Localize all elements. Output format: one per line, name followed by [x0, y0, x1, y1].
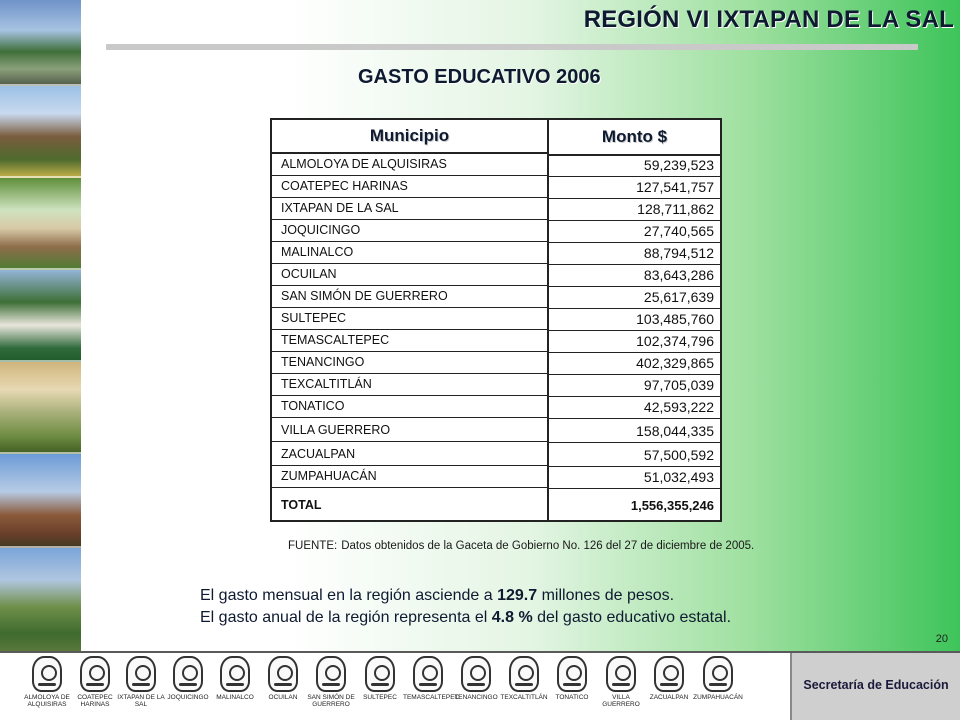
- glyph-label: IXTAPAN DE LA SAL: [117, 694, 165, 708]
- municipality-glyph-band: [0, 653, 790, 720]
- table-row-municipio: IXTAPAN DE LA SAL: [272, 198, 547, 220]
- table-row-municipio: SAN SIMÓN DE GUERRERO: [272, 286, 547, 308]
- source-note: [288, 540, 754, 552]
- glyph-label: SAN SIMÓN DE GUERRERO: [307, 694, 355, 708]
- glyph-icon: [80, 656, 110, 692]
- landscape-photo: [0, 178, 81, 270]
- municipality-glyph: [70, 656, 120, 708]
- table-row-monto: 103,485,760: [549, 309, 720, 331]
- glyph-icon: [654, 656, 684, 692]
- glyph-label: VILLA GUERRERO: [602, 694, 640, 708]
- municipality-glyph: [22, 656, 72, 708]
- glyph-icon: [126, 656, 156, 692]
- glyph-label: TONATICO: [555, 694, 589, 701]
- column-header-municipio: Municipio: [270, 118, 549, 154]
- column-header-monto: Monto $: [549, 118, 722, 156]
- gasto-table: [270, 118, 722, 522]
- table-row-monto: 59,239,523: [549, 155, 720, 177]
- glyph-label: ZUMPAHUACÁN: [693, 694, 743, 701]
- summary-text: millones de pesos.: [537, 587, 675, 604]
- glyph-icon: [557, 656, 587, 692]
- table-row-municipio: OCUILAN: [272, 264, 547, 286]
- source-text: Datos obtenidos de la Gaceta de Gobierno No. 126 del 27 de diciembre de 2005.: [341, 540, 755, 552]
- summary-line-annual: [200, 609, 731, 627]
- glyph-icon: [32, 656, 62, 692]
- glyph-icon: [606, 656, 636, 692]
- table-row-municipio: TONATICO: [272, 396, 547, 418]
- landscape-photo: [0, 454, 81, 548]
- glyph-icon: [413, 656, 443, 692]
- glyph-label: OCUILAN: [268, 694, 298, 701]
- table-row-monto: 83,643,286: [549, 265, 720, 287]
- glyph-icon: [461, 656, 491, 692]
- table-row-monto: 97,705,039: [549, 375, 720, 397]
- table-row-municipio: MALINALCO: [272, 242, 547, 264]
- table-row-municipio: ZUMPAHUACÁN: [272, 466, 547, 488]
- table-row-monto: 128,711,862: [549, 199, 720, 221]
- summary-line-monthly: [200, 587, 674, 605]
- slide-title: REGIÓN VI IXTAPAN DE LA SAL: [583, 6, 954, 33]
- monto-column: [549, 156, 722, 522]
- glyph-label: JOQUICINGO: [167, 694, 209, 701]
- summary-value: 129.7: [497, 587, 538, 604]
- municipality-glyph: [499, 656, 549, 701]
- glyph-icon: [509, 656, 539, 692]
- summary-text: El gasto mensual en la región asciende a: [200, 587, 498, 604]
- municipality-glyph: [596, 656, 646, 708]
- landscape-photo: [0, 362, 81, 454]
- table-row-municipio: JOQUICINGO: [272, 220, 547, 242]
- glyph-label: TENANCINGO: [454, 694, 498, 701]
- table-row-monto: 158,044,335: [549, 421, 720, 443]
- municipality-glyph: [210, 656, 260, 701]
- municipality-glyph: [451, 656, 501, 701]
- municipality-glyph: [547, 656, 597, 701]
- glyph-icon: [173, 656, 203, 692]
- glyph-label: SULTEPEC: [363, 694, 397, 701]
- glyph-icon: [703, 656, 733, 692]
- page-number: 20: [935, 633, 948, 645]
- landscape-photo: [0, 548, 81, 655]
- table-row-municipio: COATEPEC HARINAS: [272, 176, 547, 198]
- organization-name: Secretaría de Educación: [803, 678, 949, 692]
- table-row-municipio: ZACUALPAN: [272, 444, 547, 466]
- municipality-glyph: [306, 656, 356, 708]
- table-row-municipio: SULTEPEC: [272, 308, 547, 330]
- table-row-municipio: TEXCALTITLÁN: [272, 374, 547, 396]
- glyph-label: MALINALCO: [216, 694, 254, 701]
- glyph-label: COATEPEC HARINAS: [77, 694, 113, 708]
- table-total-value: 1,556,355,246: [630, 498, 714, 513]
- table-row-municipio: TENANCINGO: [272, 352, 547, 374]
- summary-value: 4.8 %: [491, 609, 533, 626]
- photo-strip: [0, 0, 81, 655]
- landscape-photo: [0, 270, 81, 362]
- table-row-monto: 402,329,865: [549, 353, 720, 375]
- summary-text: El gasto anual de la región representa el: [200, 609, 492, 626]
- municipio-column: [270, 154, 549, 522]
- municipality-glyph: [355, 656, 405, 701]
- table-row-municipio: TEMASCALTEPEC: [272, 330, 547, 352]
- table-row-monto: 25,617,639: [549, 287, 720, 309]
- glyph-label: ZACUALPAN: [649, 694, 689, 701]
- table-row-monto: 102,374,796: [549, 331, 720, 353]
- summary-text: del gasto educativo estatal.: [532, 609, 732, 626]
- glyph-icon: [220, 656, 250, 692]
- slide-subtitle: GASTO EDUCATIVO 2006: [358, 66, 601, 88]
- glyph-icon: [268, 656, 298, 692]
- table-row-monto: 51,032,493: [549, 467, 720, 489]
- municipality-glyph: [693, 656, 743, 701]
- municipality-glyph: [163, 656, 213, 701]
- glyph-label: TEMASCALTEPEC: [403, 694, 460, 701]
- municipality-glyph: [258, 656, 308, 701]
- glyph-icon: [316, 656, 346, 692]
- glyph-icon: [365, 656, 395, 692]
- municipality-glyph: [116, 656, 166, 708]
- table-row-monto: 57,500,592: [549, 445, 720, 467]
- table-row-municipio: VILLA GUERRERO: [272, 420, 547, 442]
- table-row-monto: 27,740,565: [549, 221, 720, 243]
- table-row-monto: 42,593,222: [549, 397, 720, 419]
- table-row-monto: 127,541,757: [549, 177, 720, 199]
- glyph-label: TEXCALTITLÁN: [500, 694, 548, 701]
- municipality-glyph: [403, 656, 460, 701]
- table-row-monto: 88,794,512: [549, 243, 720, 265]
- table-total-label: TOTAL: [281, 498, 322, 512]
- organization-panel: [790, 653, 960, 720]
- glyph-label: ALMOLOYA DE ALQUISIRAS: [24, 694, 70, 708]
- landscape-photo: [0, 0, 81, 86]
- landscape-photo: [0, 86, 81, 178]
- municipality-glyph: [644, 656, 694, 701]
- table-row-municipio: ALMOLOYA DE ALQUISIRAS: [272, 154, 547, 176]
- title-divider: [106, 44, 918, 50]
- source-label: FUENTE:: [288, 540, 338, 552]
